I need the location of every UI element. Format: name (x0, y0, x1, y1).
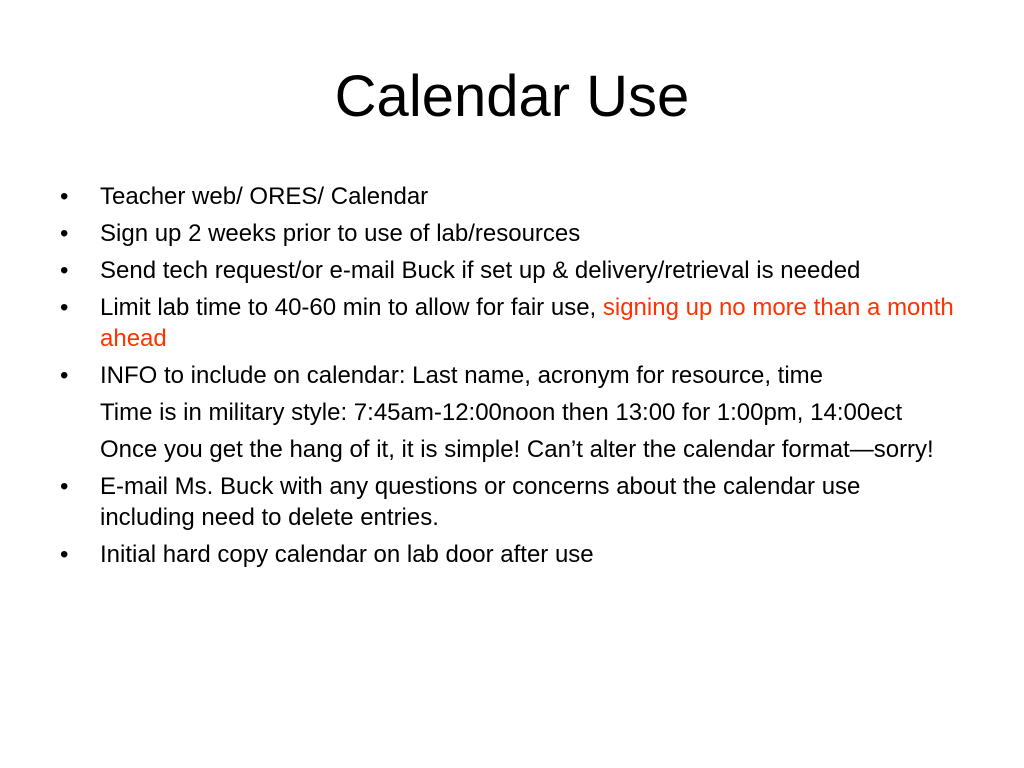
list-item (56, 471, 956, 533)
list-item (56, 218, 956, 249)
bullet-list (56, 181, 956, 576)
list-item (56, 181, 956, 212)
bullet-icon: • (60, 362, 69, 389)
list-item-text: Time is in military style: 7:45am-12:00noon then 13:00 for 1:00pm, 14:00ect (100, 399, 903, 426)
list-item-continuation (56, 397, 956, 428)
highlighted-text: signing up no more than a month ahead (100, 294, 954, 352)
list-item-text: Limit lab time to 40-60 min to allow for fair use, (100, 294, 603, 321)
list-item (56, 255, 956, 286)
slide-title: Calendar Use (334, 64, 690, 129)
bullet-icon: • (60, 183, 69, 210)
list-item-text: INFO to include on calendar: Last name, acronym for resource, time (100, 362, 823, 389)
list-item (56, 292, 956, 354)
list-item-text: Teacher web/ ORES/ Calendar (100, 183, 429, 210)
list-item (56, 539, 956, 570)
list-item (56, 360, 956, 391)
list-item-continuation (56, 434, 956, 465)
bullet-icon: • (60, 220, 69, 247)
bullet-icon: • (60, 257, 69, 284)
list-item-text: E-mail Ms. Buck with any questions or concerns about the calendar use including need to delete entries. (100, 473, 861, 531)
list-item-text: Once you get the hang of it, it is simple! Can’t alter the calendar format—sorry! (100, 436, 934, 463)
list-item-text: Send tech request/or e-mail Buck if set up & delivery/retrieval is needed (100, 257, 861, 284)
list-item-text: Initial hard copy calendar on lab door after use (100, 541, 594, 568)
bullet-icon: • (60, 473, 69, 500)
bullet-icon: • (60, 294, 69, 321)
list-item-text: Sign up 2 weeks prior to use of lab/resources (100, 220, 581, 247)
bullet-icon: • (60, 541, 69, 568)
